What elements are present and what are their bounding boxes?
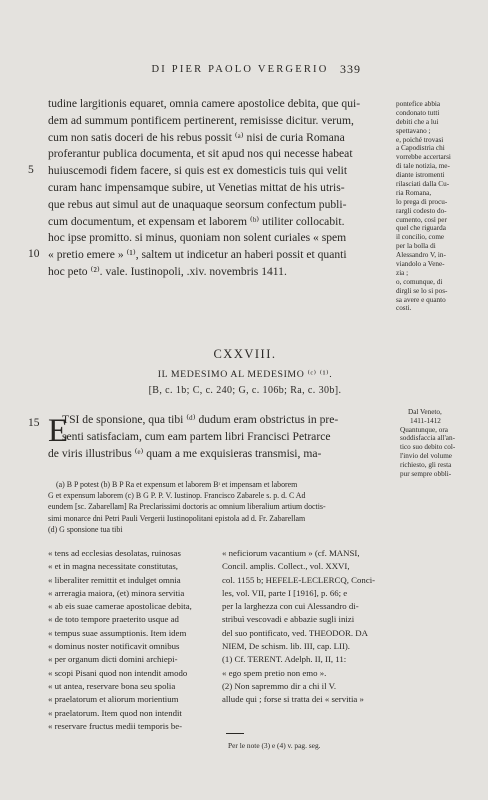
footnote-reference: Per le note (3) e (4) v. pag. seg. (228, 741, 321, 750)
manuscript-sigla: [B, c. 1b; C, c. 240; G, c. 106b; Ra, c. 30b]. (148, 385, 342, 396)
commentary-line: col. 1155 b; HEFELE-LECLERCQ, Conci- (222, 574, 376, 585)
apparatus-line: (a) B P potest (b) B P Ra et expensum et laborem Bᶦ et impensam et laborem (56, 480, 298, 489)
margin-line: Alessandro V, in- (396, 251, 446, 260)
commentary-line: « arreragia maiora, (et) minora servitia (48, 587, 185, 598)
commentary-line: (1) Cf. TERENT. Adelph. II, II, 11: (222, 654, 347, 665)
text-line: tudine largitionis equaret, omnia camere apostolice debita, que qui- (48, 97, 361, 110)
margin-line: diante istromenti (396, 171, 445, 180)
margin-line: ria Romana, (396, 188, 432, 197)
commentary-line: « reservare fructus medii temporis be- (48, 720, 183, 731)
line-number: 10 (28, 248, 40, 260)
commentary-line: « tens ad ecclesias desolatas, ruinosas (48, 548, 181, 558)
letter-text (48, 412, 388, 462)
margin-line: rilasciati dalla Cu- (396, 180, 450, 189)
text-line: de viris illustribus ⁽ᵉ⁾ quam a me exquisieras transmisi, ma- (48, 446, 322, 460)
margin-line: lo prega di procu- (396, 197, 448, 206)
commentary-line: del suo pontificato, ved. THEODOR. DA (222, 627, 368, 638)
margin-line: pontefice abbia (396, 100, 441, 108)
margin-line: sa avere e quanto (396, 295, 446, 304)
main-text (48, 96, 388, 281)
margin-line: dirgli se lo si pos- (396, 286, 448, 295)
apparatus-line: (d) G sponsione tua tibi (48, 524, 123, 534)
commentary-line: les, vol. VII, parte I [1916], p. 66; e (222, 587, 348, 598)
margin-line: 1411-1412 (410, 416, 441, 425)
margin-line: e, poiché trovasi (396, 135, 444, 144)
margin-line: a Capodistria chi (396, 144, 445, 153)
text-line: proferantur publica documenta, et sit apud nos qui necesse habeat (48, 147, 353, 161)
commentary-line: « neficiorum vacantium » (cf. MANSI, (222, 548, 360, 558)
line-number: 15 (28, 417, 40, 429)
margin-line: condonato tutti (396, 108, 440, 117)
apparatus-line: G et expensum laborem (c) B G P. P. V. Iustinop. Francisco Zabarele s. p. d. C Ad (48, 491, 306, 501)
margin-line: di tale notizia, me- (396, 162, 450, 171)
margin-summary (396, 100, 484, 313)
apparatus-line: simi monarce dni Petri Pauli Vergerii Iustinopolitani epistola ad d. Fr. Zabarellam (48, 513, 306, 523)
text-line: que rebus aut simul aut de unaquaque seorsum confectum publi- (48, 197, 347, 211)
text-line: curam hanc impensamque subire, ut Venetias mittat de his utris- (48, 180, 345, 194)
text-line: senti satisfaciam, cum eam partem libri Francisci Petrarce (62, 429, 331, 443)
margin-line: soddisfaccia all'an- (400, 434, 455, 443)
margin-summary-2 (400, 408, 484, 478)
document-number: CXXVIII. (213, 347, 277, 361)
text-line: « pretio emere » ⁽¹⁾, saltem ut indicetur an haberi possit et quanti (48, 248, 347, 262)
commentary-line: « liberaliter remittit et indulget omnia (48, 574, 181, 585)
commentary-line: allude qui ; forse si tratta dei « servitia » (222, 694, 364, 705)
text-line: cum documentum, et expensam et laborem ⁽ᵇ⁾ utiliter collocabit. (48, 214, 345, 228)
margin-line: Dal Veneto, (408, 408, 442, 416)
margin-line: spettavano ; (396, 126, 431, 135)
critical-apparatus (48, 479, 388, 535)
commentary-line: « scopi Pisani quod non intendit amodo (48, 667, 188, 678)
margin-line: zia ; (396, 268, 409, 277)
commentary-line: per la larghezza con cui Alessandro di- (222, 601, 359, 612)
commentary-line: « ego spem pretio non emo ». (222, 667, 327, 678)
commentary-line: « per organum dicti domini archiepi- (48, 654, 178, 665)
commentary-line: « dominus noster notificavit omnibus (48, 641, 180, 652)
text-line: huiuscemodi fidem facere, si quis est ex domesticis tuis qui velit (48, 164, 348, 178)
margin-line: costi. (396, 304, 412, 313)
commentary-line: « ab eis suae camerae apostolicae debita, (48, 601, 192, 612)
margin-line: pur sempre obbli- (400, 469, 452, 478)
commentary-line: NIEM, De schism. lib. III, cap. LII). (222, 641, 351, 652)
apparatus-line: eundem [sc. Zabarellam] Ra Preclarissimi doctoris ac omnium liberalium artium doctis- (48, 502, 326, 512)
margin-line: tico suo debito col- (400, 443, 456, 452)
commentary-line: « ut antea, reservare bona seu spolia (48, 680, 176, 691)
page-number: 339 (340, 62, 361, 76)
commentary-line: « tempus suae assumptionis. Item idem (48, 627, 187, 638)
drop-cap: E (48, 413, 69, 449)
margin-line: Quantunque, ora (400, 425, 448, 434)
margin-line: rargli codesto do- (396, 206, 447, 215)
line-number: 5 (28, 164, 34, 176)
text-line: dem ad summum pontificem pertinerent, remisisse dicitur. verum, (48, 113, 354, 127)
commentary-line: stribuì vescovadi e abbazie sugli inizi (222, 614, 355, 625)
margin-line: il concilio, come (396, 233, 445, 242)
commentary-right-column (222, 547, 380, 707)
text-line: cum non satis doceri de his rebus possit ⁽ᵃ⁾ nisi de curia Romana (48, 130, 345, 144)
margin-line: vorrebbe accertarsi (396, 153, 451, 162)
text-line: hoc ipse promitto. si minus, quoniam non solent curiales « spem (48, 231, 347, 245)
margin-line: l'invio del volume (400, 451, 453, 460)
commentary-line: (2) Non sapremmo dir a chi il V. (222, 680, 337, 691)
margin-line: debiti che a lui (396, 117, 439, 126)
margin-line: per la bolla di (396, 242, 436, 251)
commentary-line: Concil. amplis. Collect., vol. XXVI, (222, 561, 350, 572)
running-title: DI PIER PAOLO VERGERIO (151, 64, 329, 75)
margin-line: o, comunque, di (396, 277, 443, 286)
commentary-left-column (48, 547, 206, 733)
margin-line: quel che riguarda (396, 224, 446, 233)
document-subtitle: IL MEDESIMO AL MEDESIMO ⁽ᶜ⁾ ⁽¹⁾. (157, 369, 333, 380)
margin-line: viandolo a Vene- (396, 260, 445, 269)
commentary-line: « de toto tempore praeterito usque ad (48, 614, 179, 625)
commentary-line: « praelatorum et aliorum morientium (48, 694, 179, 705)
text-line: TSI de sponsione, qua tibi ⁽ᵈ⁾ dudum eram obstrictus in pre- (62, 413, 339, 426)
commentary-line: « et in magna necessitate constitutas, (48, 561, 178, 572)
footnote-rule (226, 733, 244, 734)
text-line: hoc peto ⁽²⁾. vale. Iustinopoli, .xiv. novembris 1411. (48, 264, 287, 278)
margin-line: cumento, così per (396, 215, 447, 224)
margin-line: richiesto, gli resta (400, 460, 452, 469)
commentary-line: « praelatorum. Item quod non intendit (48, 707, 182, 718)
